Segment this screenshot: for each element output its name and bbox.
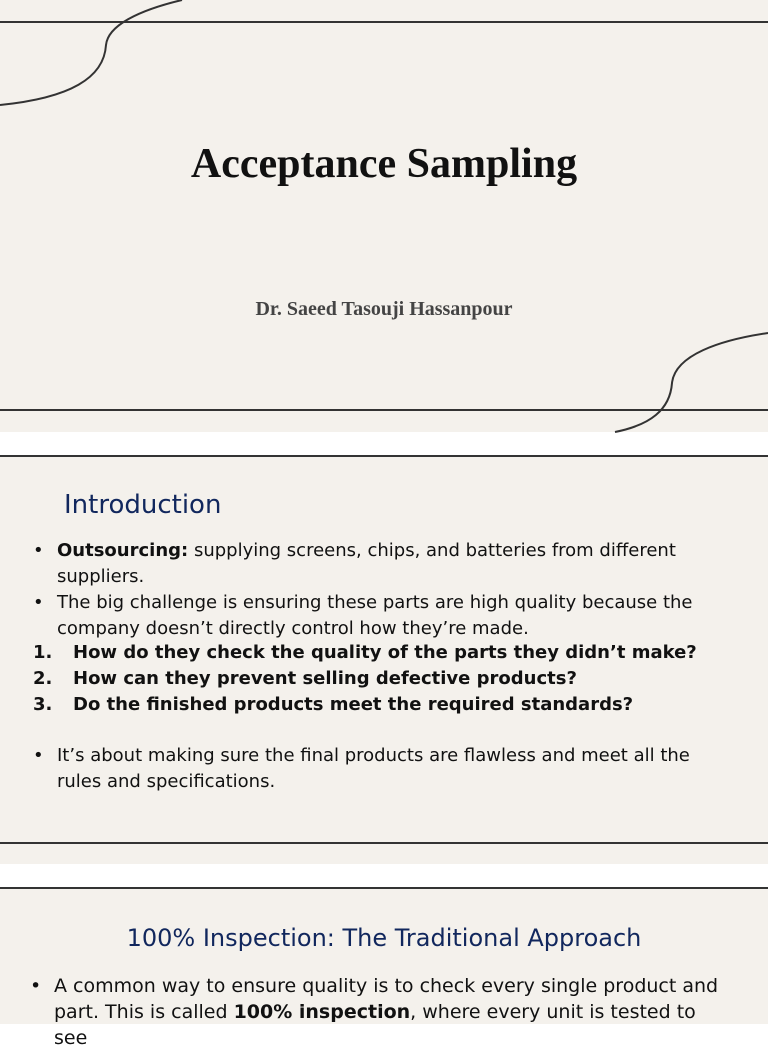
author-name: Dr. Saeed Tasouji Hassanpour [255,298,513,320]
inspection-slide [0,887,768,1049]
list-item [33,743,723,795]
list-item [33,590,733,642]
question-text: How do they check the quality of the parts they didn’t make? [73,642,697,663]
inspection-bullet-list [30,973,730,1051]
top-rule [0,21,768,23]
bullet-text: supplying screens, chips, and batteries from different suppliers. [57,540,676,587]
item-number: 3. [33,694,53,715]
top-rule [0,887,768,889]
bottom-rule [0,842,768,844]
bullet-text: It’s about making sure the final products are flawless and meet all the rules and specifications. [57,745,690,792]
list-item [30,973,730,1051]
decorative-curve-bottom-right [600,325,768,432]
intro-bullet-list [33,538,733,642]
bullet-text: The big challenge is ensuring these parts are high quality because the company doesn’t directly control how they’re made. [57,592,693,639]
question-list [33,640,733,718]
slide-title: Acceptance Sampling [190,141,578,187]
bullet-text: , where every unit is tested to see [54,1001,696,1049]
introduction-slide [0,455,768,864]
item-number: 2. [33,668,53,689]
title-slide [0,0,768,432]
list-item [33,538,733,590]
bullet-bold-term: 100% inspection [233,1001,411,1023]
question-text: How can they prevent selling defective products? [73,668,577,689]
slide-heading: 100% Inspection: The Traditional Approach [126,924,642,952]
bullet-text: A common way to ensure quality is to check every single product and part. This is called [54,975,719,1023]
question-text: Do the finished products meet the required standards? [73,694,634,715]
bottom-rule [0,409,768,411]
slide-heading: Introduction [64,490,222,520]
top-rule [0,455,768,457]
list-item [33,692,733,718]
list-item [33,666,733,692]
bullet-bold-term: Outsourcing: [57,540,189,561]
closing-bullet-list [33,743,723,795]
item-number: 1. [33,642,53,663]
list-item [33,640,733,666]
decorative-curve-top-left [0,0,200,110]
